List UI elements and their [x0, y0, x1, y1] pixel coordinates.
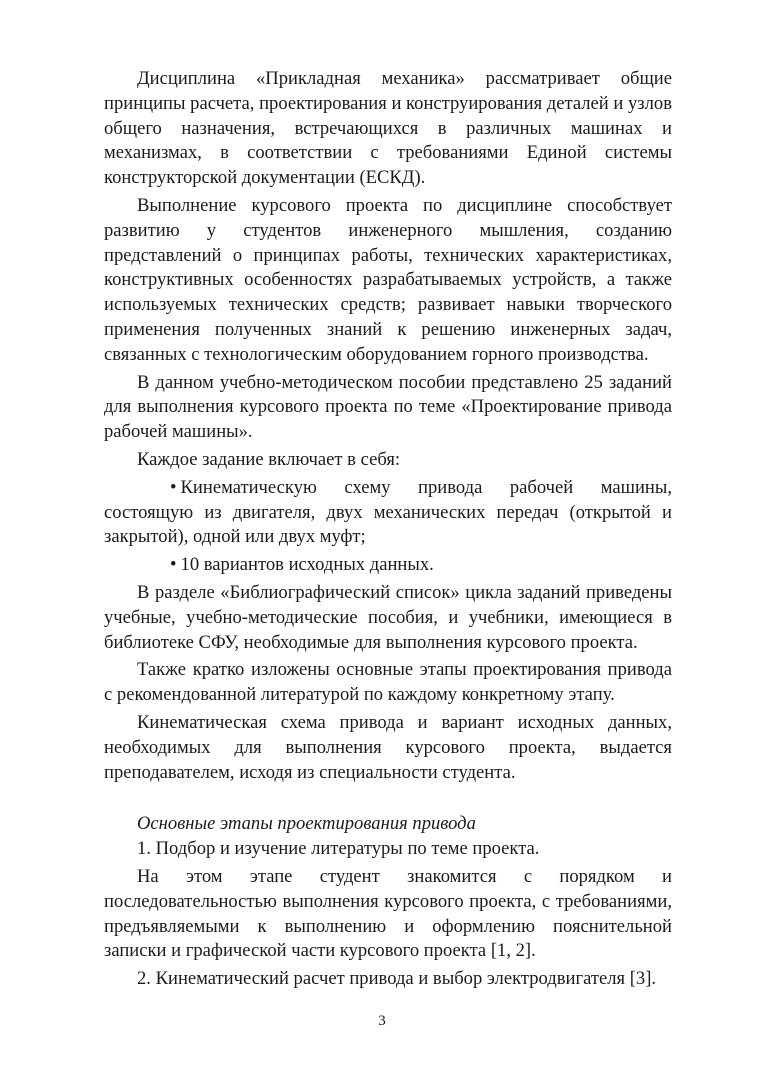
step-2-title: 2. Кинематический расчет привода и выбор электродвигателя [3]. — [137, 968, 657, 990]
paragraph-manual-contents: В данном учебно-методическом пособии представлено 25 заданий для выполнения курсового проекта по теме «Проектирование привода рабочей машины». — [104, 371, 672, 443]
bullet-icon: • — [170, 476, 177, 498]
section-heading: Основные этапы проектирования привода — [137, 813, 476, 835]
paragraph-discipline-intro: Дисциплина «Прикладная механика» рассматривает общие принципы расчета, проектирования и конструирования деталей и узлов общего назначения, встречающихся в различных машинах и механизмах, в соответствии с требованиями Единой системы конструкторской документации (ЕСКД). — [104, 68, 672, 189]
step-1-description: На этом этапе студент знакомится с порядком и последовательностью выполнения курсового проекта, с требованиями, предъявляемыми к выполнению и оформлению пояснительной записки и графической части курсового проекта [1, 2]. — [104, 865, 672, 962]
list-item-variants — [104, 553, 672, 578]
paragraph-bibliography: В разделе «Библиографический список» цикла заданий приведены учебные, учебно-методические пособия, и учебники, имеющиеся в библиотеке СФУ, необходимые для выполнения курсового проекта. — [104, 581, 672, 653]
list-item-kinematic-scheme — [104, 476, 672, 550]
page-number: 3 — [378, 1013, 386, 1029]
paragraph-task-includes: Каждое задание включает в себя: — [137, 448, 401, 470]
paragraph-course-project-benefits: Выполнение курсового проекта по дисциплине способствует развитию у студентов инженерного мышления, созданию представлений о принципах работы, технических характеристиках, конструктивных особенностях разрабатываемых устройств, а также используемых технических средств; развивает навыки творческого применения полученных знаний к решению инженерных задач, связанных с технологическим оборудованием горного производства. — [104, 194, 672, 365]
main-text-block — [104, 67, 672, 992]
list-item-text: Кинематическую схему привода рабочей машины, состоящую из двигателя, двух механических передач (открытой и закрытой), одной или двух муфт; — [104, 476, 672, 548]
paragraph-design-stages-summary: Также кратко изложены основные этапы проектирования привода с рекомендованной литературой по каждому конкретному этапу. — [104, 659, 672, 706]
paragraph-scheme-assignment: Кинематическая схема привода и вариант исходных данных, необходимых для выполнения курсового проекта, выдается преподавателем, исходя из специальности студента. — [104, 711, 672, 783]
step-1-title: 1. Подбор и изучение литературы по теме проекта. — [137, 838, 540, 860]
list-item-text: 10 вариантов исходных данных. — [180, 554, 434, 576]
bullet-icon: • — [170, 554, 177, 576]
